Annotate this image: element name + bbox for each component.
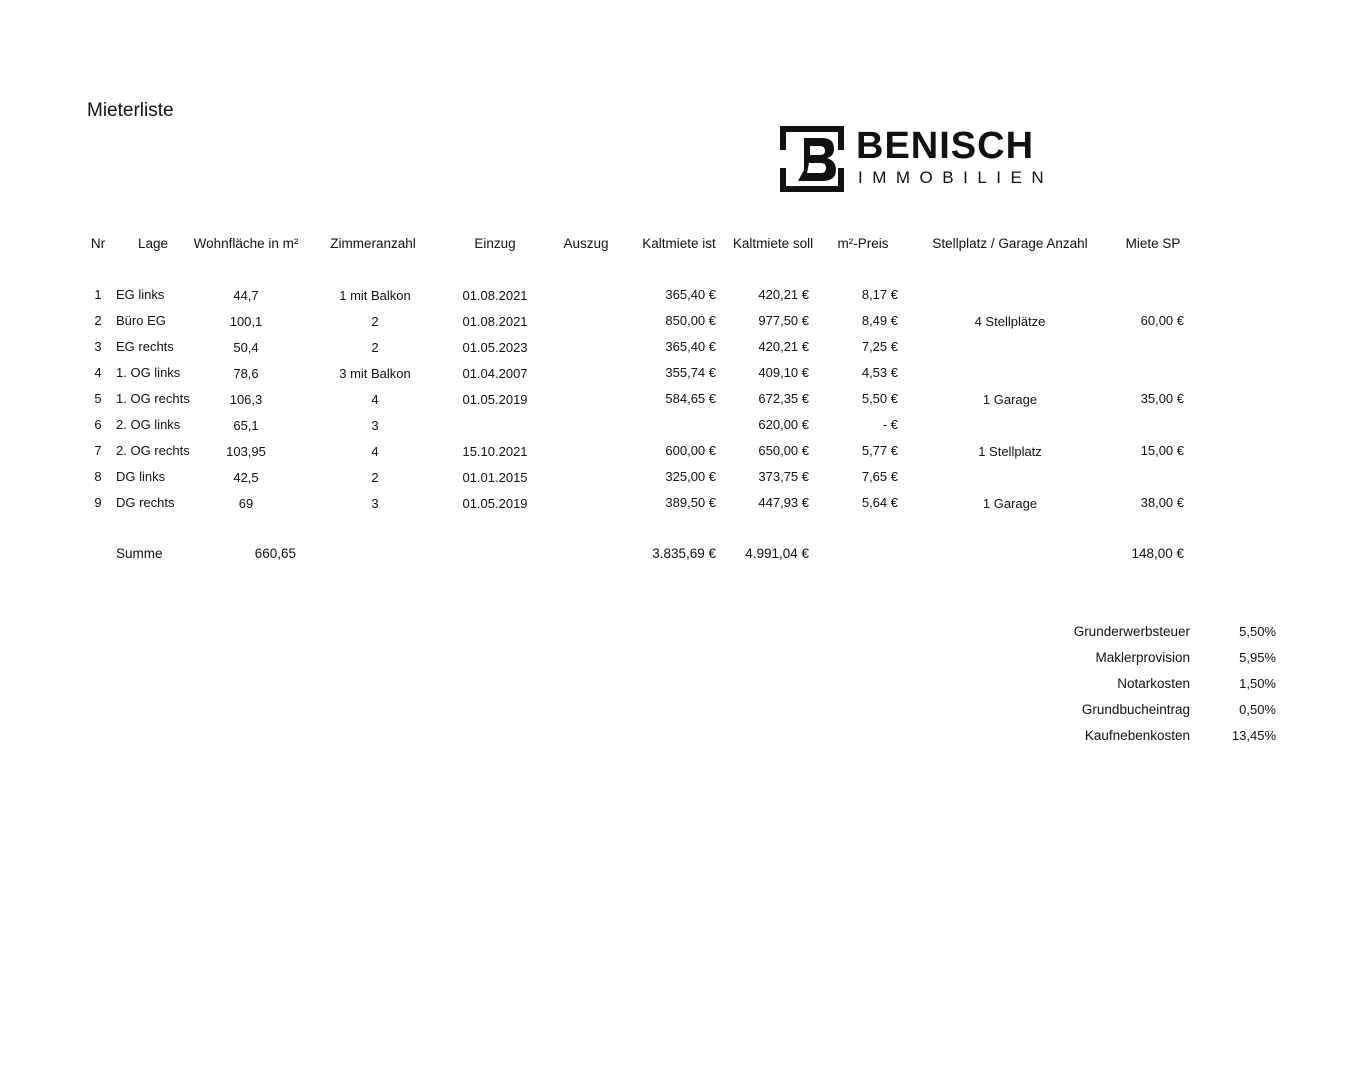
- cost-value: 1,50%: [1239, 676, 1276, 691]
- cell-nr: 2: [94, 313, 102, 328]
- cell-nr: 1: [94, 287, 102, 302]
- summe-kaltmiete-soll: 4.991,04 €: [745, 546, 809, 561]
- cell-zimmeranzahl: 1 mit Balkon: [339, 288, 411, 303]
- cell-kaltmiete-ist: 365,40 €: [665, 339, 716, 354]
- column-header: Nr: [90, 236, 106, 251]
- cell-kaltmiete-soll: 420,21 €: [758, 287, 809, 302]
- cell-kaltmiete-soll: 373,75 €: [758, 469, 809, 484]
- cell-zimmeranzahl: 4: [371, 392, 379, 407]
- cell-zimmeranzahl: 3 mit Balkon: [339, 366, 411, 381]
- cell-nr: 7: [94, 443, 102, 458]
- column-header: Einzug: [474, 236, 516, 251]
- cell-stellplatz-garage: 1 Stellplatz: [978, 444, 1042, 459]
- cell-zimmeranzahl: 4: [371, 444, 379, 459]
- cell-einzug: 01.08.2021: [462, 288, 528, 303]
- cell-wohnflaeche: 44,7: [233, 288, 259, 303]
- company-logo: [780, 125, 1054, 192]
- summe-wohnflaeche: 660,65: [254, 546, 296, 561]
- cell-stellplatz-garage: 1 Garage: [982, 392, 1038, 407]
- cell-miete-sp: 60,00 €: [1140, 313, 1184, 328]
- cell-wohnflaeche: 69: [238, 496, 254, 511]
- column-header: Kaltmiete soll: [732, 236, 814, 251]
- cell-einzug: 01.01.2015: [462, 470, 528, 485]
- cell-kaltmiete-ist: 389,50 €: [665, 495, 716, 510]
- cell-stellplatz-garage: 1 Garage: [982, 496, 1038, 511]
- column-header: Wohnfläche in m²: [193, 236, 299, 251]
- cell-kaltmiete-soll: 672,35 €: [758, 391, 809, 406]
- column-header: Lage: [137, 236, 169, 251]
- cell-nr: 4: [94, 365, 102, 380]
- cost-label: Kaufnebenkosten: [1084, 728, 1190, 743]
- cell-qm-preis: 8,17 €: [861, 287, 898, 302]
- cell-qm-preis: 4,53 €: [861, 365, 898, 380]
- cell-qm-preis: 5,77 €: [861, 443, 898, 458]
- cell-nr: 9: [94, 495, 102, 510]
- cell-kaltmiete-ist: 584,65 €: [665, 391, 716, 406]
- cell-nr: 6: [94, 417, 102, 432]
- summe-miete-sp: 148,00 €: [1131, 546, 1184, 561]
- cell-kaltmiete-soll: 977,50 €: [758, 313, 809, 328]
- cell-miete-sp: 15,00 €: [1140, 443, 1184, 458]
- cell-qm-preis: 5,50 €: [861, 391, 898, 406]
- cell-kaltmiete-soll: 447,93 €: [758, 495, 809, 510]
- cell-zimmeranzahl: 3: [371, 496, 379, 511]
- cost-label: Maklerprovision: [1095, 650, 1190, 665]
- cell-einzug: 01.05.2023: [462, 340, 528, 355]
- cost-value: 5,95%: [1239, 650, 1276, 665]
- cell-kaltmiete-ist: 600,00 €: [665, 443, 716, 458]
- cell-kaltmiete-ist: 355,74 €: [665, 365, 716, 380]
- cell-qm-preis: 7,25 €: [861, 339, 898, 354]
- cell-kaltmiete-ist: 365,40 €: [665, 287, 716, 302]
- cell-kaltmiete-soll: 650,00 €: [758, 443, 809, 458]
- cost-value: 5,50%: [1239, 624, 1276, 639]
- cell-kaltmiete-soll: 620,00 €: [758, 417, 809, 432]
- cell-lage: EG rechts: [116, 339, 174, 354]
- cost-label: Notarkosten: [1117, 676, 1190, 691]
- cell-qm-preis: - €: [882, 417, 898, 432]
- column-header: Kaltmiete ist: [642, 236, 716, 251]
- cell-wohnflaeche: 78,6: [233, 366, 259, 381]
- cell-miete-sp: 38,00 €: [1140, 495, 1184, 510]
- cell-nr: 5: [94, 391, 102, 406]
- benisch-b-logo-icon: [780, 126, 844, 192]
- cell-kaltmiete-soll: 420,21 €: [758, 339, 809, 354]
- cell-stellplatz-garage: 4 Stellplätze: [974, 314, 1046, 329]
- cell-kaltmiete-soll: 409,10 €: [758, 365, 809, 380]
- cell-lage: 2. OG links: [116, 417, 181, 432]
- cell-einzug: 01.08.2021: [462, 314, 528, 329]
- cell-kaltmiete-ist: 850,00 €: [665, 313, 716, 328]
- cell-lage: DG rechts: [116, 495, 175, 510]
- cell-wohnflaeche: 106,3: [229, 392, 263, 407]
- cost-value: 13,45%: [1231, 728, 1276, 743]
- cell-wohnflaeche: 100,1: [229, 314, 263, 329]
- cell-lage: 1. OG links: [116, 365, 181, 380]
- cell-zimmeranzahl: 3: [371, 418, 379, 433]
- cell-zimmeranzahl: 2: [371, 340, 379, 355]
- column-header: Stellplatz / Garage Anzahl: [932, 236, 1088, 251]
- cell-wohnflaeche: 103,95: [226, 444, 266, 459]
- cell-wohnflaeche: 50,4: [233, 340, 259, 355]
- cost-label: Grunderwerbsteuer: [1073, 624, 1190, 639]
- logo-brand-name: BENISCH: [856, 125, 1035, 167]
- cost-label: Grundbucheintrag: [1081, 702, 1190, 717]
- page-title: Mieterliste: [87, 100, 174, 121]
- cell-qm-preis: 7,65 €: [861, 469, 898, 484]
- summe-label: Summe: [116, 546, 163, 561]
- cell-qm-preis: 5,64 €: [861, 495, 898, 510]
- column-header: Auszug: [563, 236, 609, 251]
- cell-einzug: 01.05.2019: [462, 392, 528, 407]
- cell-wohnflaeche: 65,1: [233, 418, 259, 433]
- cell-zimmeranzahl: 2: [371, 470, 379, 485]
- cell-nr: 8: [94, 469, 102, 484]
- column-header: Miete SP: [1125, 236, 1181, 251]
- cell-lage: 1. OG rechts: [116, 391, 190, 406]
- summe-kaltmiete-ist: 3.835,69 €: [652, 546, 716, 561]
- cell-nr: 3: [94, 339, 102, 354]
- cell-miete-sp: 35,00 €: [1140, 391, 1184, 406]
- cell-qm-preis: 8,49 €: [861, 313, 898, 328]
- cell-kaltmiete-ist: 325,00 €: [665, 469, 716, 484]
- cell-einzug: 01.05.2019: [462, 496, 528, 511]
- logo-brand-sub: IMMOBILIEN: [858, 168, 1054, 187]
- cell-lage: Büro EG: [116, 313, 166, 328]
- cell-einzug: 15.10.2021: [462, 444, 528, 459]
- cell-einzug: 01.04.2007: [462, 366, 528, 381]
- cost-value: 0,50%: [1239, 702, 1276, 717]
- cell-lage: DG links: [116, 469, 166, 484]
- column-header: m²-Preis: [837, 236, 889, 251]
- cell-lage: 2. OG rechts: [116, 443, 190, 458]
- cell-lage: EG links: [116, 287, 165, 302]
- column-header: Zimmeranzahl: [330, 236, 416, 251]
- cell-zimmeranzahl: 2: [371, 314, 379, 329]
- cell-wohnflaeche: 42,5: [233, 470, 259, 485]
